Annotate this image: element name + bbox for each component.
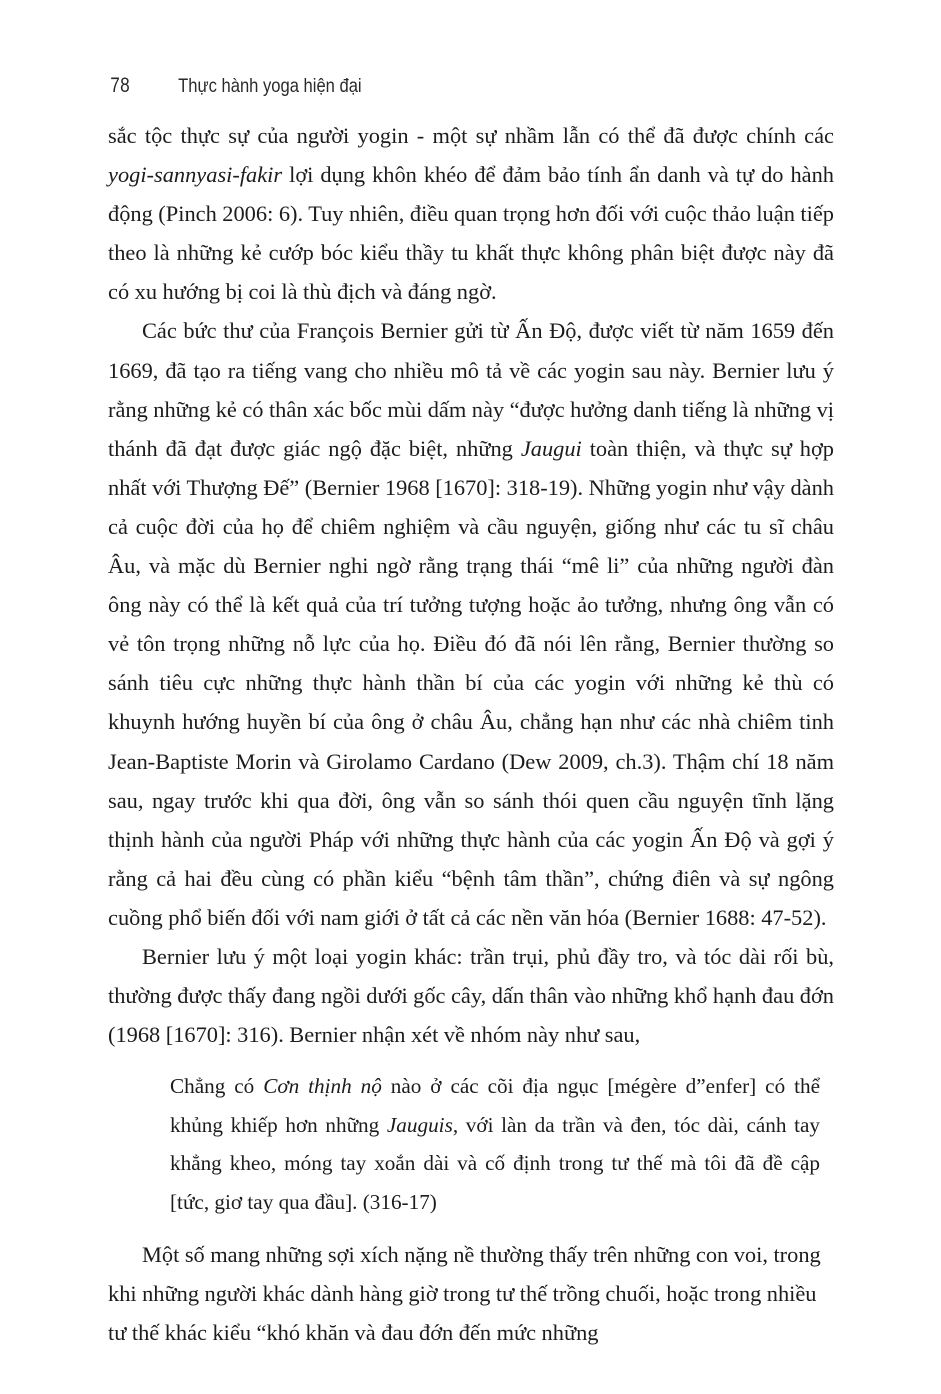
italic-run: Cơn thịnh nộ [263,1074,382,1099]
page-number: 78 [110,74,131,97]
text-column [108,116,834,1352]
paragraph-3: Bernier lưu ý một loại yogin khác: trần trụi, phủ đầy tro, và tóc dài rối bù, thường được thấy đang ngồi dưới gốc cây, dấn thân vào những khổ hạnh đau đớn (1968 [1670]: 316). Bernier nhận xét về nhóm này như sau, [108,943,834,1048]
spacer-below-blockquote [108,1222,834,1235]
paragraph-4: Một số mang những sợi xích nặng nề thường thấy trên những con voi, trong khi những người khác dành hàng giờ trong tư thế trồng chuối, hoặc trong nhiều tư thế khác kiểu “khó khăn và đau đớn đến mức những [108,1241,821,1345]
italic-run: Jauguis [386,1112,453,1137]
blockquote-text: Chẳng có Cơn thịnh nộ nào ở các cõi địa ngục [mégère d”enfer] có thể khủng khiếp hơn những Jauguis, với làn da trần và đen, tóc dài, cánh tay khẳng kheo, móng tay xoắn dài và cố định trong tư thế mà tôi đã đề cập [tức, giơ tay qua đầu]. (316-17) [170,1074,820,1215]
blockquote [108,1067,834,1221]
running-head [108,74,378,98]
running-title: Thực hành yoga hiện đại [178,75,362,97]
spacer-above-blockquote [108,1054,834,1067]
paragraph-2: Các bức thư của François Bernier gửi từ Ấn Độ, được viết từ năm 1659 đến 1669, đã tạo ra tiếng vang cho nhiều mô tả về các yogin sau này. Bernier lưu ý rằng những kẻ có thân xác bốc mùi dấm này “được hưởng danh tiếng là những vị thánh đã đạt được giác ngộ đặc biệt, những Jaugui toàn thiện, và thực sự hợp nhất với Thượng Đế” (Bernier 1968 [1670]: 318-19). Những yogin như vậy dành cả cuộc đời của họ để chiêm nghiệm và cầu nguyện, giống như các tu sĩ châu Âu, và mặc dù Bernier nghi ngờ rằng trạng thái “mê li” của những người đàn ông này có thể là kết quả của trí tưởng tượng hoặc ảo tưởng, nhưng ông vẫn có vẻ tôn trọng những nỗ lực của họ. Điều đó đã nói lên rằng, Bernier thường so sánh tiêu cực những thực hành thần bí của các yogin với những kẻ thù có khuynh hướng huyền bí của ông ở châu Âu, chẳng hạn như các nhà chiêm tinh Jean-Baptiste Morin và Girolamo Cardano (Dew 2009, ch.3). Thậm chí 18 năm sau, ngay trước khi qua đời, ông vẫn so sánh thói quen cầu nguyện tĩnh lặng thịnh hành của người Pháp với những thực hành của các yogin Ấn Độ và gợi ý rằng cả hai đều cùng có phần kiểu “bệnh tâm thần”, chứng điên và sự ngông cuồng phổ biến đối với nam giới ở tất cả các nền văn hóa (Bernier 1688: 47-52). [108,318,834,930]
italic-run: Jaugui [520,435,582,461]
paragraph-1: sắc tộc thực sự của người yogin - một sự nhầm lẫn có thể đã được chính các yogi-sannyasi-fakir lợi dụng khôn khéo để đảm bảo tính ẩn danh và tự do hành động (Pinch 2006: 6). Tuy nhiên, điều quan trọng hơn đối với cuộc thảo luận tiếp theo là những kẻ cướp bóc kiểu thầy tu khất thực không phân biệt được này đã có xu hướng bị coi là thù địch và đáng ngờ. [108,123,834,305]
italic-run: yogi-sannyasi-fakir [108,162,283,188]
